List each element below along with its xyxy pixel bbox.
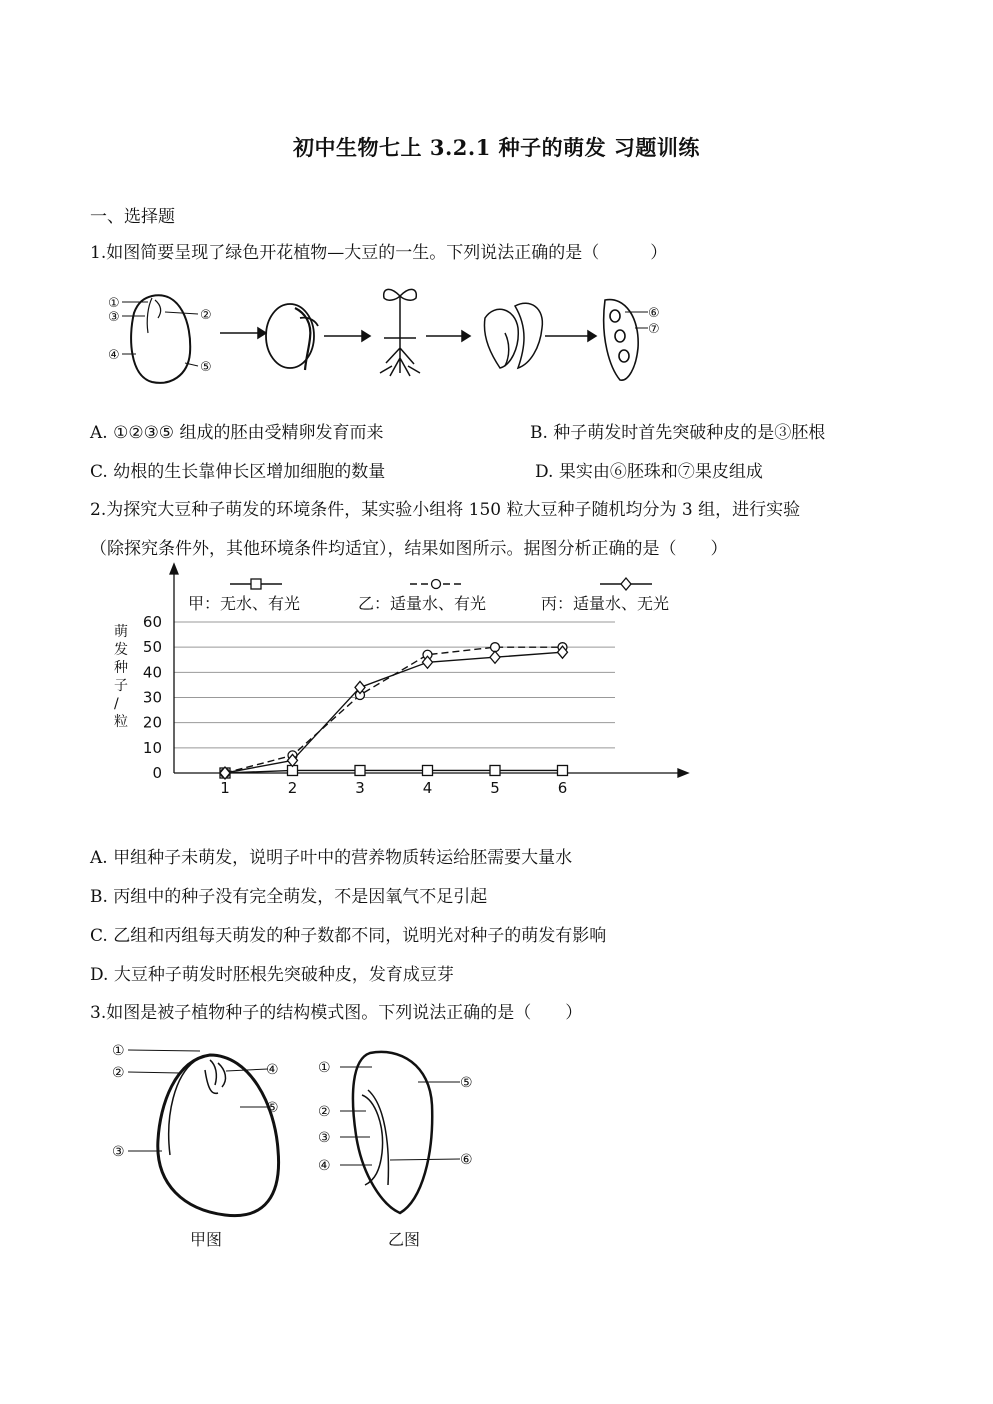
q3b-label-4: ④ [318, 1158, 331, 1174]
q1-label-2: ② [200, 308, 212, 323]
q2-option-b[interactable]: B. 丙组中的种子没有完全萌发，不是因氧气不足引起 [90, 887, 488, 907]
q3a-label-3: ③ [112, 1144, 125, 1160]
x-tick-label: 1 [220, 779, 230, 797]
q3b-label-6: ⑥ [460, 1152, 473, 1168]
section-heading: 一、选择题 [90, 207, 175, 227]
fig-b-caption: 乙图 [388, 1230, 421, 1249]
q1-lifecycle-figure [100, 278, 680, 393]
q1-option-d[interactable]: D. 果实由⑥胚珠和⑦果皮组成 [535, 462, 763, 482]
data-point [490, 651, 500, 663]
data-point [621, 578, 631, 590]
q2-option-c[interactable]: C. 乙组和丙组每天萌发的种子数都不同，说明光对种子的萌发有影响 [90, 926, 607, 946]
q1-option-c[interactable]: C. 幼根的生长靠伸长区增加细胞的数量 [90, 462, 386, 482]
legend-item [358, 580, 486, 614]
seedling-drawing [380, 289, 420, 376]
q3a-label-2: ② [112, 1065, 125, 1081]
q1-option-b[interactable]: B. 种子萌发时首先突破种皮的是③胚根 [530, 423, 826, 443]
q3a-label-5: ⑤ [266, 1100, 279, 1116]
series-square [220, 765, 568, 778]
q2-stem-line1: 2.为探究大豆种子萌发的环境条件，某实验小组将 150 粒大豆种子随机均分为 3 组，进行实验 [90, 500, 801, 520]
q3a-label-1: ① [112, 1043, 125, 1059]
legend-label: 丙：适量水、无光 [541, 594, 670, 613]
data-point [251, 579, 261, 589]
x-tick-label: 4 [422, 779, 433, 797]
q1-label-5: ⑤ [200, 360, 212, 375]
germination-line-chart [100, 560, 700, 805]
series-diamond [220, 646, 568, 779]
y-tick-label: 10 [142, 738, 162, 757]
series-circle [221, 643, 568, 778]
data-point [558, 765, 568, 775]
q3a-label-4: ④ [266, 1062, 279, 1078]
q1-label-1: ① [108, 296, 120, 311]
y-tick-label: 60 [142, 613, 162, 631]
q2-option-a[interactable]: A. 甲组种子未萌发，说明子叶中的营养物质转运给胚需要大量水 [90, 848, 573, 868]
page-title: 初中生物七上 3.2.1 种子的萌发 习题训练 [293, 135, 700, 160]
data-point [355, 765, 365, 775]
data-point [423, 765, 433, 775]
series-line [225, 652, 563, 773]
q3-stem: 3.如图是被子植物种子的结构模式图。下列说法正确的是（ ） [90, 1003, 583, 1023]
q1-label-7: ⑦ [648, 322, 660, 337]
y-tick-label: 0 [152, 764, 162, 782]
y-tick-label: 50 [142, 638, 162, 657]
data-point [490, 765, 500, 775]
q1-label-4: ④ [108, 348, 120, 363]
q2-stem-line2: （除探究条件外，其他环境条件均适宜），结果如图所示。据图分析正确的是（ ） [90, 539, 728, 559]
y-tick-label: 40 [142, 663, 162, 682]
q1-label-6: ⑥ [648, 306, 660, 321]
q3-seed-structure-figure [100, 1035, 500, 1260]
legend-label: 乙：适量水、有光 [358, 594, 487, 613]
x-tick-label: 6 [557, 779, 568, 797]
legend-item [188, 579, 300, 613]
legend-item [541, 578, 669, 613]
series-line [225, 647, 563, 773]
soybean-seed-drawing [131, 295, 190, 383]
q3b-label-1: ① [318, 1060, 331, 1076]
q3b-label-2: ② [318, 1104, 331, 1120]
x-tick-label: 5 [490, 779, 500, 797]
y-tick-label: 30 [142, 688, 162, 707]
data-point [432, 580, 441, 589]
q1-option-a[interactable]: A. ①②③⑤ 组成的胚由受精卵发育而来 [90, 423, 384, 443]
chart-y-axis-label: 萌发种子/粒 [114, 624, 128, 730]
bean-seed-drawing [158, 1055, 279, 1216]
y-tick-label: 20 [142, 713, 162, 732]
germinating-seed-drawing [266, 304, 318, 370]
legend-label: 甲：无水、有光 [188, 594, 301, 613]
q1-stem: 1.如图简要呈现了绿色开花植物—大豆的一生。下列说法正确的是（ ） [90, 243, 668, 263]
x-tick-label: 3 [355, 779, 365, 797]
q3b-label-3: ③ [318, 1130, 331, 1146]
x-tick-label: 2 [287, 779, 298, 797]
q1-label-3: ③ [108, 310, 120, 325]
corn-seed-drawing [353, 1052, 432, 1213]
flower-drawing [484, 303, 542, 368]
fig-a-caption: 甲图 [190, 1230, 223, 1249]
q2-option-d[interactable]: D. 大豆种子萌发时胚根先突破种皮，发育成豆芽 [90, 965, 454, 985]
q3b-label-5: ⑤ [460, 1075, 473, 1091]
